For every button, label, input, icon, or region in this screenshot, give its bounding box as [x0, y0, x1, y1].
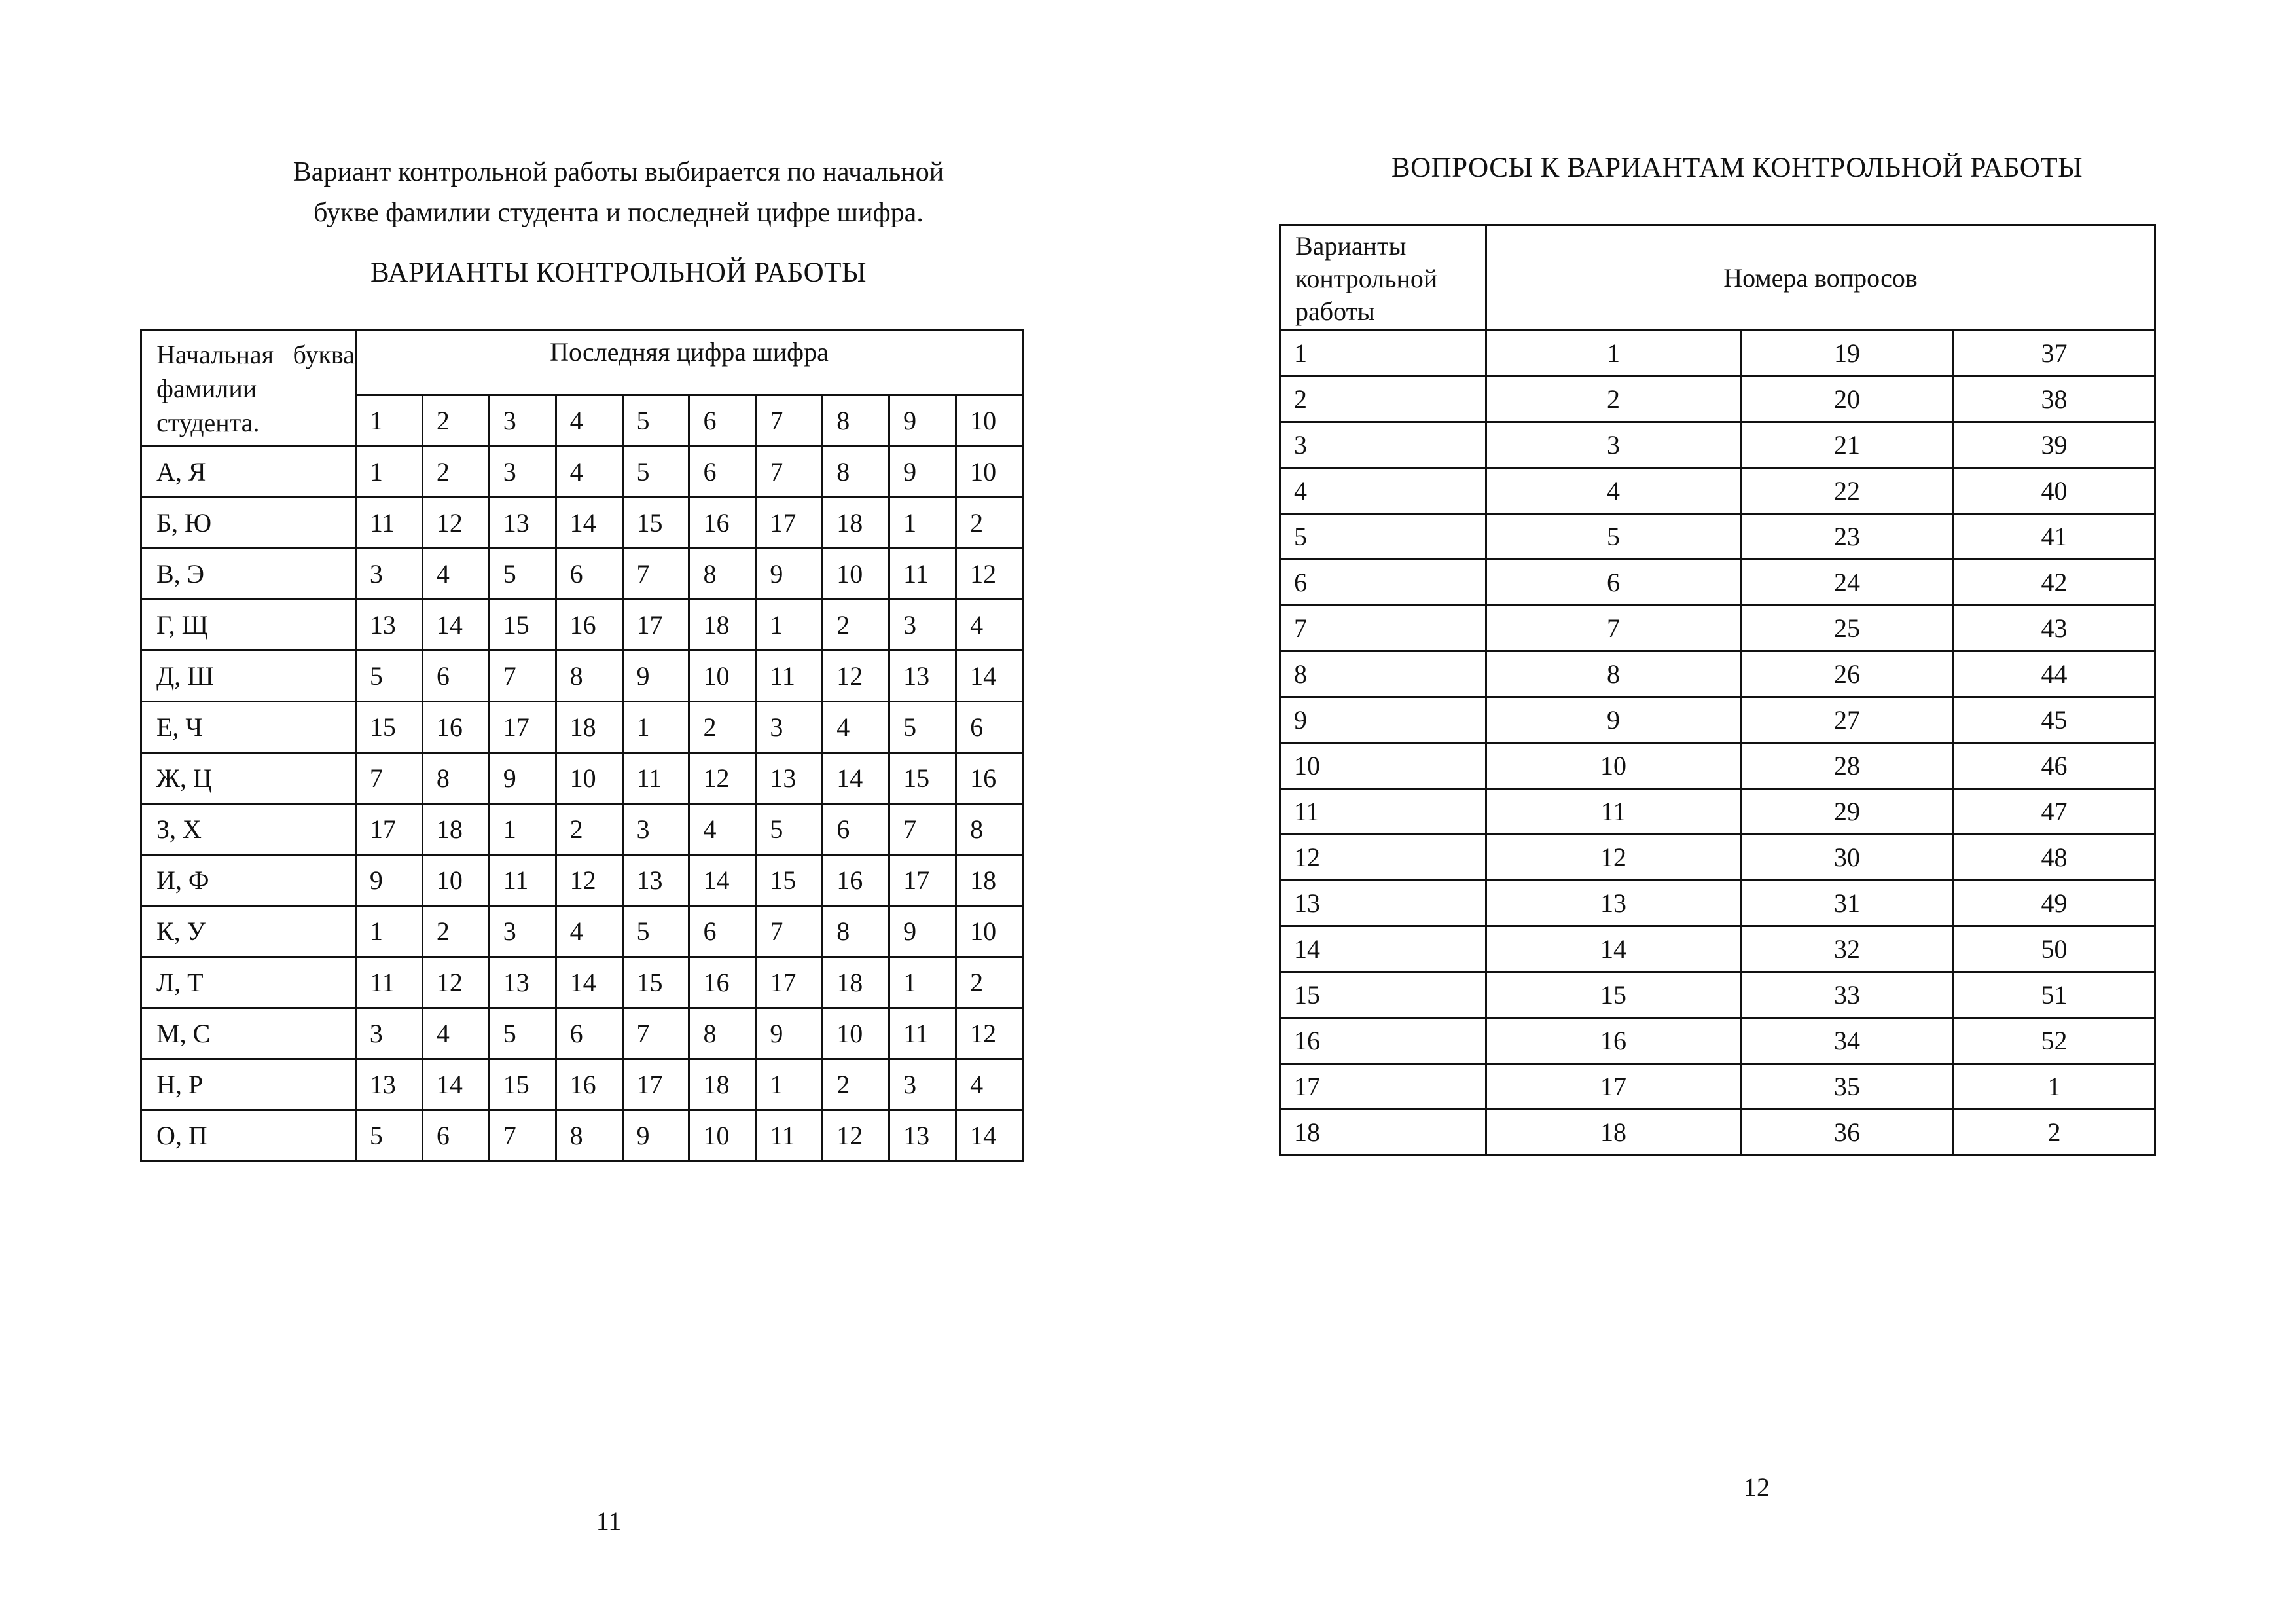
variant-cell: 2: [556, 804, 622, 855]
variant-cell: 7: [889, 804, 956, 855]
variant-cell: 3: [355, 1008, 422, 1059]
variant-cell: 12: [422, 957, 489, 1008]
table-row: [1280, 789, 2155, 835]
question-number-cell: 41: [1954, 514, 2155, 560]
question-number-cell: 35: [1741, 1064, 1954, 1110]
question-number-cell: 48: [1954, 835, 2155, 881]
page-number: 12: [1744, 1472, 1770, 1502]
variant-cell: 12: [956, 549, 1023, 600]
digit-header-cell: 7: [756, 395, 823, 447]
variant-cell: 18: [556, 702, 622, 753]
question-number-cell: 4: [1486, 468, 1741, 514]
variant-number-cell: 9: [1280, 697, 1486, 743]
variant-cell: 2: [422, 447, 489, 498]
variant-cell: 15: [756, 855, 823, 906]
digit-header-cell: 3: [489, 395, 556, 447]
variant-cell: 8: [956, 804, 1023, 855]
variant-cell: 10: [689, 651, 756, 702]
questions-header: Номера вопросов: [1486, 225, 2155, 331]
variant-cell: 17: [622, 1059, 689, 1110]
variant-cell: 2: [956, 498, 1023, 549]
variant-cell: 10: [556, 753, 622, 804]
variant-cell: 16: [689, 498, 756, 549]
variants-table: [140, 329, 1024, 1162]
variant-cell: 15: [489, 1059, 556, 1110]
variant-cell: 4: [556, 447, 622, 498]
variant-cell: 6: [823, 804, 889, 855]
table-row: [141, 957, 1023, 1008]
variant-cell: 8: [689, 1008, 756, 1059]
variant-cell: 11: [489, 855, 556, 906]
variant-cell: 1: [622, 702, 689, 753]
question-number-cell: 39: [1954, 422, 2155, 468]
table-row: [1280, 835, 2155, 881]
variant-number-cell: 6: [1280, 560, 1486, 606]
variant-cell: 11: [756, 651, 823, 702]
variant-header: [1280, 225, 1486, 331]
variant-cell: 17: [756, 957, 823, 1008]
variant-cell: 3: [622, 804, 689, 855]
variant-cell: 6: [689, 906, 756, 957]
question-number-cell: 42: [1954, 560, 2155, 606]
variant-cell: 14: [422, 1059, 489, 1110]
digit-header-cell: 1: [355, 395, 422, 447]
variant-cell: 17: [622, 600, 689, 651]
variant-cell: 5: [489, 549, 556, 600]
variant-cell: 17: [355, 804, 422, 855]
question-number-cell: 15: [1486, 972, 1741, 1018]
table-row: [1280, 514, 2155, 560]
variant-cell: 13: [489, 957, 556, 1008]
variant-number-cell: 2: [1280, 376, 1486, 422]
variant-cell: 11: [355, 957, 422, 1008]
variant-number-cell: 15: [1280, 972, 1486, 1018]
table-row: [1280, 560, 2155, 606]
variant-cell: 14: [823, 753, 889, 804]
question-number-cell: 22: [1741, 468, 1954, 514]
letter-cell: Л, Т: [141, 957, 356, 1008]
variant-header-line-1: Варианты: [1295, 231, 1407, 261]
variant-number-cell: 18: [1280, 1110, 1486, 1156]
variant-cell: 7: [622, 549, 689, 600]
question-number-cell: 1: [1486, 331, 1741, 376]
table-row: [1280, 881, 2155, 926]
question-number-cell: 6: [1486, 560, 1741, 606]
variant-cell: 12: [422, 498, 489, 549]
table-row: [141, 1008, 1023, 1059]
question-number-cell: 29: [1741, 789, 1954, 835]
table-row: [141, 549, 1023, 600]
questions-header-row: [1280, 225, 2155, 331]
variant-cell: 6: [556, 549, 622, 600]
question-number-cell: 33: [1741, 972, 1954, 1018]
variant-cell: 13: [889, 1110, 956, 1161]
question-number-cell: 19: [1741, 331, 1954, 376]
variant-cell: 16: [556, 1059, 622, 1110]
table-row: [141, 1110, 1023, 1161]
question-number-cell: 30: [1741, 835, 1954, 881]
variant-cell: 13: [355, 600, 422, 651]
variant-cell: 4: [422, 549, 489, 600]
variant-cell: 14: [956, 1110, 1023, 1161]
letter-cell: А, Я: [141, 447, 356, 498]
variant-cell: 4: [823, 702, 889, 753]
letter-cell: Б, Ю: [141, 498, 356, 549]
question-number-cell: 31: [1741, 881, 1954, 926]
variant-cell: 8: [556, 1110, 622, 1161]
variant-cell: 8: [689, 549, 756, 600]
variant-cell: 10: [689, 1110, 756, 1161]
table-row: [1280, 606, 2155, 651]
question-number-cell: 10: [1486, 743, 1741, 789]
variant-cell: 12: [556, 855, 622, 906]
question-number-cell: 34: [1741, 1018, 1954, 1064]
question-number-cell: 25: [1741, 606, 1954, 651]
table-row: [1280, 422, 2155, 468]
table-row: [1280, 1064, 2155, 1110]
variant-cell: 9: [622, 651, 689, 702]
question-number-cell: 49: [1954, 881, 2155, 926]
question-number-cell: 12: [1486, 835, 1741, 881]
variant-cell: 14: [556, 957, 622, 1008]
variant-number-cell: 12: [1280, 835, 1486, 881]
table-row: [1280, 468, 2155, 514]
variant-cell: 5: [622, 906, 689, 957]
variant-cell: 2: [689, 702, 756, 753]
variant-cell: 18: [689, 600, 756, 651]
variant-cell: 18: [823, 957, 889, 1008]
question-number-cell: 50: [1954, 926, 2155, 972]
question-number-cell: 43: [1954, 606, 2155, 651]
question-number-cell: 38: [1954, 376, 2155, 422]
question-number-cell: 2: [1486, 376, 1741, 422]
variant-cell: 10: [823, 1008, 889, 1059]
variant-cell: 13: [889, 651, 956, 702]
variant-cell: 15: [355, 702, 422, 753]
question-number-cell: 16: [1486, 1018, 1741, 1064]
digit-header-cell: 2: [422, 395, 489, 447]
letter-cell: К, У: [141, 906, 356, 957]
variant-cell: 16: [556, 600, 622, 651]
variant-number-cell: 5: [1280, 514, 1486, 560]
variant-header-line-3: работы: [1295, 297, 1375, 326]
variant-cell: 4: [956, 1059, 1023, 1110]
variant-cell: 1: [889, 957, 956, 1008]
variant-cell: 13: [622, 855, 689, 906]
question-number-cell: 14: [1486, 926, 1741, 972]
question-number-cell: 3: [1486, 422, 1741, 468]
variant-number-cell: 7: [1280, 606, 1486, 651]
variant-cell: 8: [556, 651, 622, 702]
variant-cell: 14: [422, 600, 489, 651]
variant-cell: 11: [622, 753, 689, 804]
table-row: [141, 447, 1023, 498]
letter-cell: М, С: [141, 1008, 356, 1059]
question-number-cell: 9: [1486, 697, 1741, 743]
variant-cell: 1: [355, 447, 422, 498]
question-number-cell: 21: [1741, 422, 1954, 468]
table-row: [1280, 651, 2155, 697]
variant-number-cell: 8: [1280, 651, 1486, 697]
letter-cell: Е, Ч: [141, 702, 356, 753]
table-row: [141, 804, 1023, 855]
table-row: [141, 1059, 1023, 1110]
digit-header-cell: 9: [889, 395, 956, 447]
variant-cell: 5: [355, 1110, 422, 1161]
question-number-cell: 36: [1741, 1110, 1954, 1156]
table-row: [141, 702, 1023, 753]
variant-cell: 5: [489, 1008, 556, 1059]
variant-cell: 7: [756, 906, 823, 957]
table-row: [141, 906, 1023, 957]
variant-cell: 7: [622, 1008, 689, 1059]
letter-cell: Д, Ш: [141, 651, 356, 702]
variant-cell: 16: [823, 855, 889, 906]
letter-cell: И, Ф: [141, 855, 356, 906]
variant-cell: 3: [355, 549, 422, 600]
variant-cell: 10: [823, 549, 889, 600]
variant-cell: 11: [889, 1008, 956, 1059]
digit-header-cell: 4: [556, 395, 622, 447]
variant-cell: 9: [756, 1008, 823, 1059]
question-number-cell: 44: [1954, 651, 2155, 697]
table-row: [1280, 331, 2155, 376]
question-number-cell: 5: [1486, 514, 1741, 560]
question-number-cell: 2: [1954, 1110, 2155, 1156]
variant-cell: 6: [689, 447, 756, 498]
variant-cell: 16: [689, 957, 756, 1008]
question-number-cell: 26: [1741, 651, 1954, 697]
variant-cell: 12: [689, 753, 756, 804]
variant-cell: 3: [889, 600, 956, 651]
right-page: [1148, 0, 2296, 1623]
question-number-cell: 27: [1741, 697, 1954, 743]
variant-cell: 16: [422, 702, 489, 753]
variant-cell: 2: [956, 957, 1023, 1008]
question-number-cell: 40: [1954, 468, 2155, 514]
variants-header-row: [141, 331, 1023, 395]
question-number-cell: 8: [1486, 651, 1741, 697]
variant-cell: 9: [622, 1110, 689, 1161]
variant-cell: 7: [489, 651, 556, 702]
variant-cell: 17: [756, 498, 823, 549]
variant-cell: 6: [956, 702, 1023, 753]
question-number-cell: 7: [1486, 606, 1741, 651]
variant-cell: 1: [355, 906, 422, 957]
variant-number-cell: 13: [1280, 881, 1486, 926]
letter-cell: В, Э: [141, 549, 356, 600]
variant-cell: 12: [823, 1110, 889, 1161]
page-number: 11: [596, 1506, 622, 1536]
variant-cell: 12: [956, 1008, 1023, 1059]
letter-cell: О, П: [141, 1110, 356, 1161]
variant-cell: 17: [889, 855, 956, 906]
letter-header: Начальная буква фамилии студента.: [141, 331, 356, 447]
variant-number-cell: 4: [1280, 468, 1486, 514]
variant-cell: 4: [422, 1008, 489, 1059]
table-row: [1280, 1110, 2155, 1156]
variant-number-cell: 11: [1280, 789, 1486, 835]
variant-cell: 3: [489, 447, 556, 498]
variant-cell: 15: [622, 498, 689, 549]
table-row: [1280, 972, 2155, 1018]
variant-cell: 3: [889, 1059, 956, 1110]
variant-number-cell: 1: [1280, 331, 1486, 376]
question-number-cell: 37: [1954, 331, 2155, 376]
intro-line-2: букве фамилии студента и последней цифре шифра.: [314, 198, 924, 228]
variant-cell: 9: [355, 855, 422, 906]
question-number-cell: 24: [1741, 560, 1954, 606]
variant-cell: 8: [422, 753, 489, 804]
variant-cell: 9: [889, 906, 956, 957]
variant-cell: 6: [422, 651, 489, 702]
variant-number-cell: 10: [1280, 743, 1486, 789]
variant-cell: 14: [556, 498, 622, 549]
digit-header: Последняя цифра шифра: [355, 331, 1022, 395]
intro-line-1: Вариант контрольной работы выбирается по начальной: [293, 157, 944, 187]
variant-cell: 6: [422, 1110, 489, 1161]
question-number-cell: 46: [1954, 743, 2155, 789]
variant-number-cell: 17: [1280, 1064, 1486, 1110]
variant-cell: 7: [756, 447, 823, 498]
variant-cell: 1: [889, 498, 956, 549]
variant-cell: 11: [355, 498, 422, 549]
variant-cell: 4: [689, 804, 756, 855]
question-number-cell: 18: [1486, 1110, 1741, 1156]
variant-cell: 5: [889, 702, 956, 753]
variant-cell: 8: [823, 906, 889, 957]
table-row: [141, 651, 1023, 702]
question-number-cell: 11: [1486, 789, 1741, 835]
question-number-cell: 1: [1954, 1064, 2155, 1110]
table-row: [141, 753, 1023, 804]
variant-header-line-2: контрольной: [1295, 264, 1438, 293]
variant-cell: 16: [956, 753, 1023, 804]
variant-cell: 2: [422, 906, 489, 957]
variant-cell: 14: [956, 651, 1023, 702]
variant-cell: 3: [489, 906, 556, 957]
letter-cell: Н, Р: [141, 1059, 356, 1110]
letter-cell: З, Х: [141, 804, 356, 855]
variant-cell: 13: [756, 753, 823, 804]
variants-heading: ВАРИАНТЫ КОНТРОЛЬНОЙ РАБОТЫ: [370, 257, 867, 288]
digit-header-cell: 5: [622, 395, 689, 447]
variant-cell: 2: [823, 1059, 889, 1110]
variant-number-cell: 16: [1280, 1018, 1486, 1064]
table-row: [1280, 926, 2155, 972]
variant-cell: 18: [422, 804, 489, 855]
variant-cell: 11: [756, 1110, 823, 1161]
variant-cell: 1: [756, 600, 823, 651]
variant-cell: 3: [756, 702, 823, 753]
variant-cell: 15: [889, 753, 956, 804]
digit-header-cell: 8: [823, 395, 889, 447]
variant-cell: 1: [756, 1059, 823, 1110]
variant-cell: 9: [489, 753, 556, 804]
intro-text: [196, 152, 1041, 233]
letter-cell: Г, Щ: [141, 600, 356, 651]
variant-cell: 15: [489, 600, 556, 651]
table-row: [1280, 697, 2155, 743]
variant-cell: 4: [956, 600, 1023, 651]
variant-cell: 15: [622, 957, 689, 1008]
question-number-cell: 17: [1486, 1064, 1741, 1110]
table-row: [1280, 1018, 2155, 1064]
variant-cell: 2: [823, 600, 889, 651]
question-number-cell: 52: [1954, 1018, 2155, 1064]
variant-cell: 9: [756, 549, 823, 600]
variant-cell: 14: [689, 855, 756, 906]
questions-heading: ВОПРОСЫ К ВАРИАНТАМ КОНТРОЛЬНОЙ РАБОТЫ: [1391, 153, 2083, 183]
letter-cell: Ж, Ц: [141, 753, 356, 804]
digit-header-cell: 10: [956, 395, 1023, 447]
question-number-cell: 20: [1741, 376, 1954, 422]
table-row: [1280, 743, 2155, 789]
questions-table: [1279, 224, 2156, 1156]
question-number-cell: 47: [1954, 789, 2155, 835]
variant-cell: 12: [823, 651, 889, 702]
question-number-cell: 28: [1741, 743, 1954, 789]
question-number-cell: 45: [1954, 697, 2155, 743]
variant-cell: 7: [489, 1110, 556, 1161]
variant-cell: 18: [823, 498, 889, 549]
variant-cell: 17: [489, 702, 556, 753]
variant-cell: 5: [622, 447, 689, 498]
variant-cell: 10: [422, 855, 489, 906]
variant-cell: 9: [889, 447, 956, 498]
table-row: [141, 855, 1023, 906]
variant-cell: 11: [889, 549, 956, 600]
variant-cell: 18: [956, 855, 1023, 906]
question-number-cell: 51: [1954, 972, 2155, 1018]
table-row: [141, 498, 1023, 549]
variant-number-cell: 3: [1280, 422, 1486, 468]
question-number-cell: 32: [1741, 926, 1954, 972]
table-row: [1280, 376, 2155, 422]
variant-cell: 6: [556, 1008, 622, 1059]
variant-cell: 13: [489, 498, 556, 549]
variant-cell: 13: [355, 1059, 422, 1110]
question-number-cell: 23: [1741, 514, 1954, 560]
variant-cell: 5: [355, 651, 422, 702]
table-row: [141, 600, 1023, 651]
variant-cell: 5: [756, 804, 823, 855]
variant-cell: 8: [823, 447, 889, 498]
variant-cell: 7: [355, 753, 422, 804]
variant-cell: 10: [956, 447, 1023, 498]
variant-cell: 10: [956, 906, 1023, 957]
variant-number-cell: 14: [1280, 926, 1486, 972]
variant-cell: 18: [689, 1059, 756, 1110]
question-number-cell: 13: [1486, 881, 1741, 926]
variant-cell: 4: [556, 906, 622, 957]
variant-cell: 1: [489, 804, 556, 855]
digit-header-cell: 6: [689, 395, 756, 447]
